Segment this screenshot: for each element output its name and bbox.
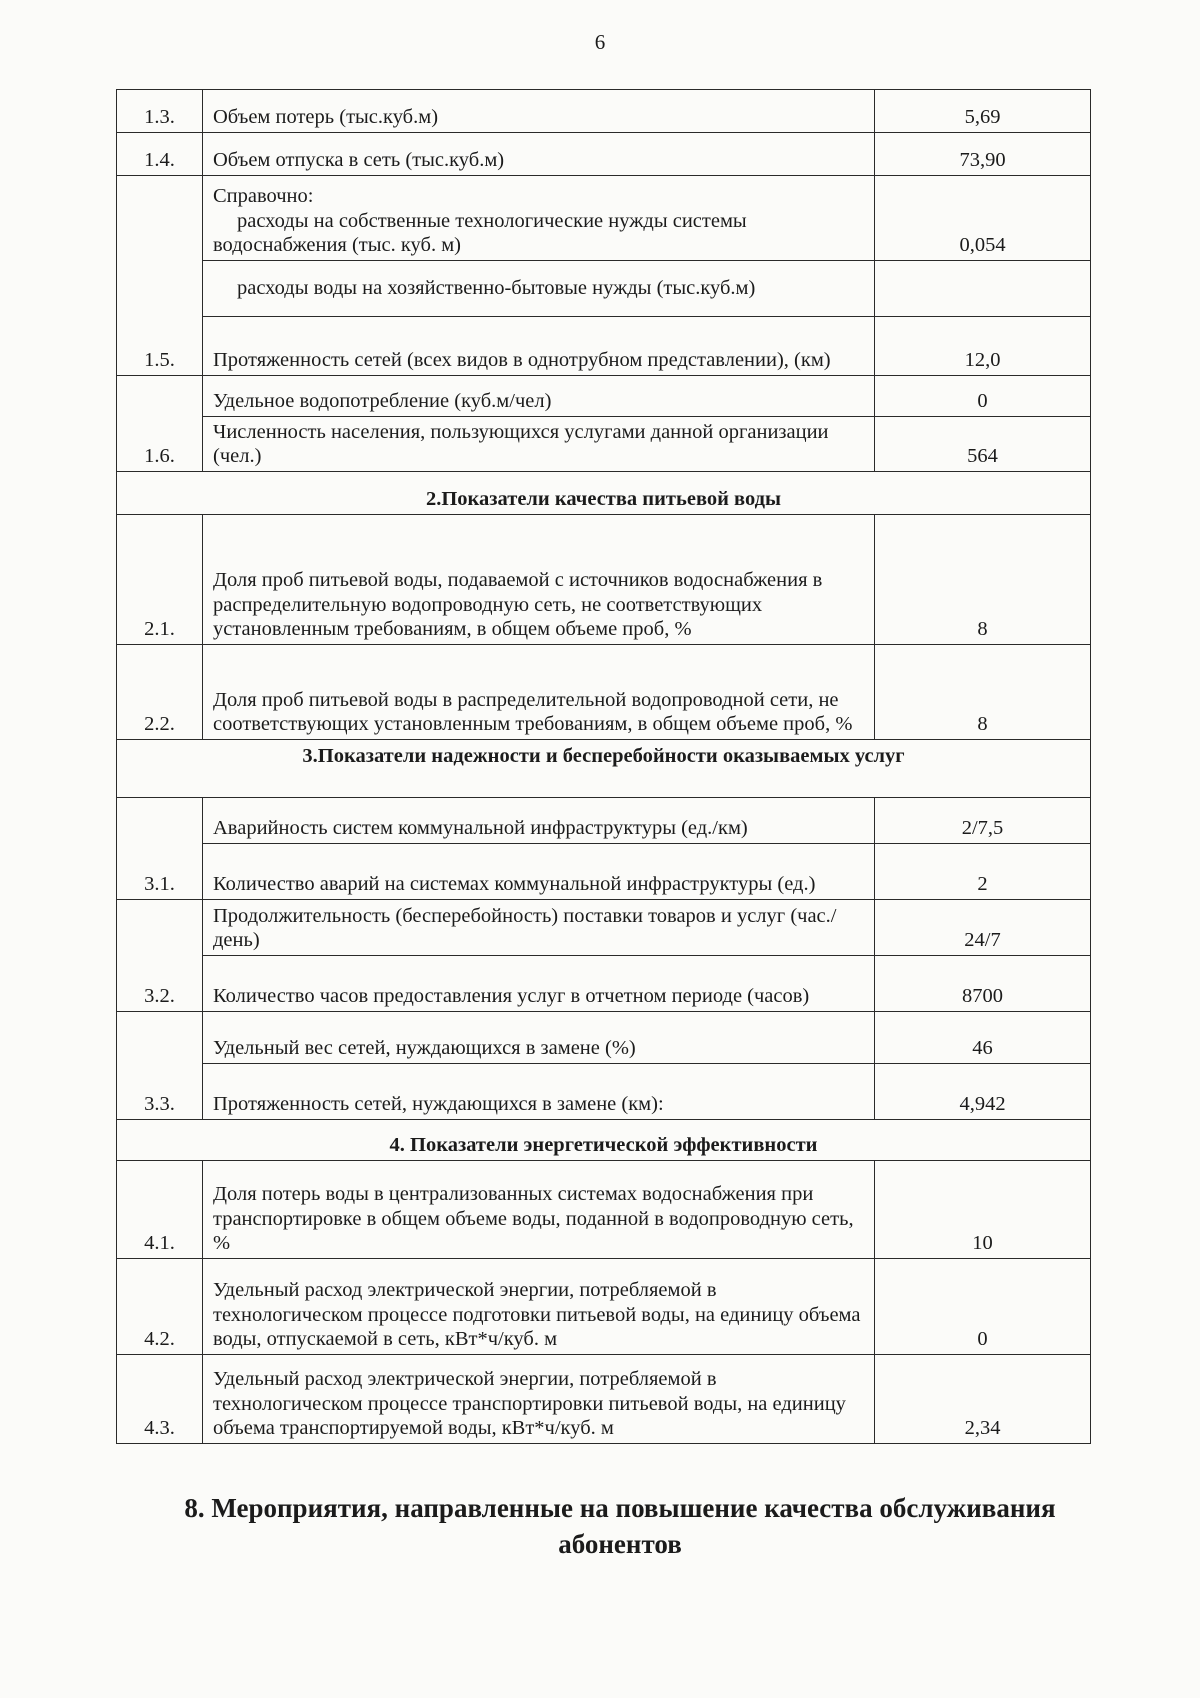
page-number: 6 (594, 30, 606, 54)
row-number: 4.3. (117, 1355, 203, 1444)
row-description: Численность населения, пользующихся услугами данной организации (чел.) (203, 417, 875, 472)
row-number: 4.2. (117, 1259, 203, 1355)
row-value: 0 (875, 1259, 1091, 1355)
row-number: 3.3. (117, 1012, 203, 1120)
table-row (117, 515, 1091, 645)
section-8-heading: 8. Мероприятия, направленные на повышение качества обслуживания абонентов (184, 1493, 1056, 1560)
table-row (117, 133, 1091, 176)
row-description: Протяженность сетей (всех видов в однотрубном представлении), (км) (203, 317, 875, 376)
table-row (117, 1012, 1091, 1064)
row-value: 8 (875, 645, 1091, 740)
row-description: Объем отпуска в сеть (тыс.куб.м) (203, 133, 875, 176)
row-value: 46 (875, 1012, 1091, 1064)
row-number: 1.6. (117, 376, 203, 472)
row-value: 10 (875, 1161, 1091, 1259)
indicators-table (116, 89, 1091, 1444)
table-row (117, 90, 1091, 133)
table-row (117, 798, 1091, 844)
section-row (117, 472, 1091, 515)
table-row (117, 1161, 1091, 1259)
row-value: 2 (875, 844, 1091, 900)
row-description: Удельный вес сетей, нуждающихся в замене (%) (203, 1012, 875, 1064)
desc-lead: Справочно: (213, 185, 314, 208)
table-row (117, 1355, 1091, 1444)
row-description: Доля проб питьевой воды в распределительной водопроводной сети, не соответствующих установленным требованиям, в общем объеме проб, % (203, 645, 875, 740)
row-value: 8 (875, 515, 1091, 645)
table-row (117, 317, 1091, 376)
row-number: 2.1. (117, 515, 203, 645)
row-description: Аварийность систем коммунальной инфраструктуры (ед./км) (203, 798, 875, 844)
row-number: 1.5. (117, 176, 203, 376)
row-description: Объем потерь (тыс.куб.м) (203, 90, 875, 133)
row-description: расходы воды на хозяйственно-бытовые нужды (тыс.куб.м) (203, 261, 875, 317)
table-row (117, 376, 1091, 417)
section-heading: 4. Показатели энергетической эффективности (117, 1120, 1091, 1161)
row-value: 0,054 (875, 176, 1091, 261)
row-description: Удельный расход электрической энергии, потребляемой в технологическом процессе подготовки питьевой воды, на единицу объема воды, отпускаемой в сеть, кВт*ч/куб. м (203, 1259, 875, 1355)
section-row (117, 740, 1091, 798)
table-row (117, 956, 1091, 1012)
table-row (117, 261, 1091, 317)
row-number: 3.1. (117, 798, 203, 900)
row-value: 2,34 (875, 1355, 1091, 1444)
table-row (117, 900, 1091, 956)
row-description: Доля потерь воды в централизованных системах водоснабжения при транспортировке в общем объеме воды, поданной в водопроводную сеть, % (203, 1161, 875, 1259)
row-number: 3.2. (117, 900, 203, 1012)
row-value: 2/7,5 (875, 798, 1091, 844)
table-row (117, 417, 1091, 472)
row-number: 2.2. (117, 645, 203, 740)
row-value: 5,69 (875, 90, 1091, 133)
section-heading: 3.Показатели надежности и бесперебойности оказываемых услуг (117, 740, 1091, 798)
section-heading: 2.Показатели качества питьевой воды (117, 472, 1091, 515)
row-number: 1.4. (117, 133, 203, 176)
desc-rest: водоснабжения (тыс. куб. м) (213, 234, 462, 257)
table-row (117, 176, 1091, 261)
row-value: 0 (875, 376, 1091, 417)
table-row (117, 1259, 1091, 1355)
row-value: 564 (875, 417, 1091, 472)
row-description: Протяженность сетей, нуждающихся в замене (км): (203, 1064, 875, 1120)
row-description: Количество аварий на системах коммунальной инфраструктуры (ед.) (203, 844, 875, 900)
row-description: Продолжительность (бесперебойность) поставки товаров и услуг (час./день) (203, 900, 875, 956)
row-value: 4,942 (875, 1064, 1091, 1120)
table-row (117, 1064, 1091, 1120)
desc-indent: расходы на собственные технологические нужды системы (237, 209, 747, 232)
row-number: 4.1. (117, 1161, 203, 1259)
row-value: 73,90 (875, 133, 1091, 176)
row-number: 1.3. (117, 90, 203, 133)
row-description (203, 176, 875, 261)
row-description: Удельный расход электрической энергии, потребляемой в технологическом процессе транспортировки питьевой воды, на единицу объема транспортируемой воды, кВт*ч/куб. м (203, 1355, 875, 1444)
row-description: Доля проб питьевой воды, подаваемой с источников водоснабжения в распределительную водопроводную сеть, не соответствующих установленным требованиям, в общем объеме проб, % (203, 515, 875, 645)
row-value: 8700 (875, 956, 1091, 1012)
row-value (875, 261, 1091, 317)
table-row (117, 844, 1091, 900)
section-row (117, 1120, 1091, 1161)
table-row (117, 645, 1091, 740)
row-description: Количество часов предоставления услуг в отчетном периоде (часов) (203, 956, 875, 1012)
row-value: 12,0 (875, 317, 1091, 376)
row-value: 24/7 (875, 900, 1091, 956)
row-description: Удельное водопотребление (куб.м/чел) (203, 376, 875, 417)
